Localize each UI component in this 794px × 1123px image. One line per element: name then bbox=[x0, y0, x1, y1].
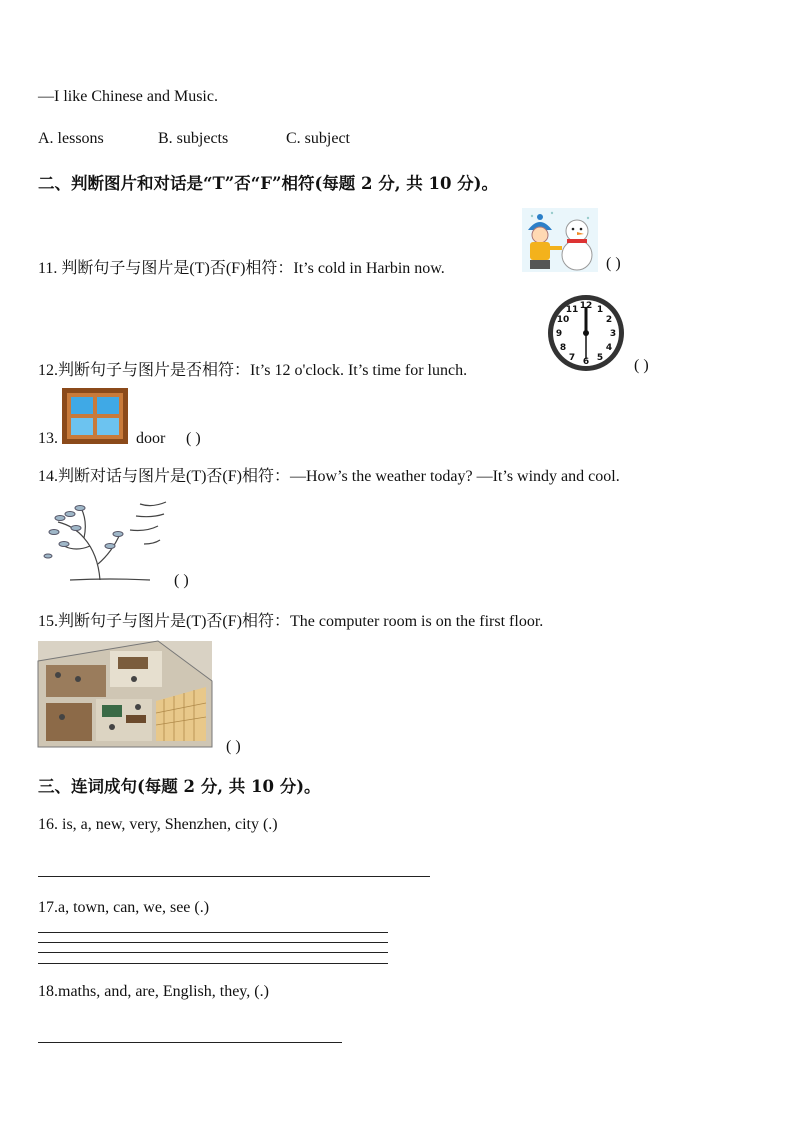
svg-text:11: 11 bbox=[565, 305, 579, 315]
svg-text:8: 8 bbox=[559, 343, 567, 353]
section-3-heading: 三、连词成句(每题 2 分, 共 10 分)。 bbox=[38, 777, 321, 796]
school-building-image bbox=[38, 641, 212, 747]
q13-answer-blank[interactable]: ( ) bbox=[186, 430, 201, 447]
svg-text:5: 5 bbox=[596, 353, 604, 363]
q13-word: door bbox=[136, 430, 166, 447]
q17-answer-line[interactable] bbox=[38, 952, 388, 953]
windy-tree-image bbox=[40, 494, 168, 584]
q17-answer-line[interactable] bbox=[38, 942, 388, 943]
boy-snowman-image bbox=[522, 208, 598, 272]
q10-option-b: B. subjects bbox=[158, 130, 229, 147]
q15-question: 15.判断句子与图片是(T)否(F)相符：The computer room is on the first floor. bbox=[38, 613, 544, 630]
q10-option-c: C. subject bbox=[286, 130, 350, 147]
svg-text:1: 1 bbox=[596, 305, 604, 315]
q11-answer-blank[interactable]: ( ) bbox=[606, 255, 621, 272]
q15-answer-blank[interactable]: ( ) bbox=[226, 738, 241, 755]
q13-number: 13. bbox=[38, 430, 58, 447]
q17-answer-line[interactable] bbox=[38, 932, 388, 933]
q12-question: 12.判断句子与图片是否相符：It’s 12 o'clock. It’s time for lunch. bbox=[38, 362, 468, 379]
q12-answer-blank[interactable]: ( ) bbox=[634, 357, 649, 374]
q16-question: 16. is, a, new, very, Shenzhen, city (.) bbox=[38, 816, 278, 833]
q11-question: 11. 判断句子与图片是(T)否(F)相符：It’s cold in Harbin now. bbox=[38, 260, 445, 277]
svg-text:4: 4 bbox=[605, 343, 613, 353]
window-image bbox=[62, 388, 128, 444]
q14-answer-blank[interactable]: ( ) bbox=[174, 572, 189, 589]
q10-answer-line: —I like Chinese and Music. bbox=[38, 88, 218, 105]
svg-text:6: 6 bbox=[582, 357, 590, 367]
svg-text:10: 10 bbox=[556, 315, 570, 325]
section-2-heading: 二、判断图片和对话是“T”否“F”相符(每题 2 分, 共 10 分)。 bbox=[38, 174, 498, 193]
svg-text:9: 9 bbox=[555, 329, 563, 339]
q18-answer-line[interactable] bbox=[38, 1042, 342, 1043]
svg-text:3: 3 bbox=[609, 329, 617, 339]
q14-question: 14.判断对话与图片是(T)否(F)相符：—How’s the weather today? —It’s windy and cool. bbox=[38, 468, 620, 485]
q17-question: 17.a, town, can, we, see (.) bbox=[38, 899, 210, 916]
svg-text:2: 2 bbox=[605, 315, 613, 325]
q17-answer-line[interactable] bbox=[38, 963, 388, 964]
svg-text:12: 12 bbox=[579, 301, 593, 311]
q16-answer-line[interactable] bbox=[38, 876, 430, 877]
wall-clock-image bbox=[546, 293, 626, 373]
svg-text:7: 7 bbox=[568, 353, 576, 363]
q10-option-a: A. lessons bbox=[38, 130, 104, 147]
q18-question: 18.maths, and, are, English, they, (.) bbox=[38, 983, 269, 1000]
